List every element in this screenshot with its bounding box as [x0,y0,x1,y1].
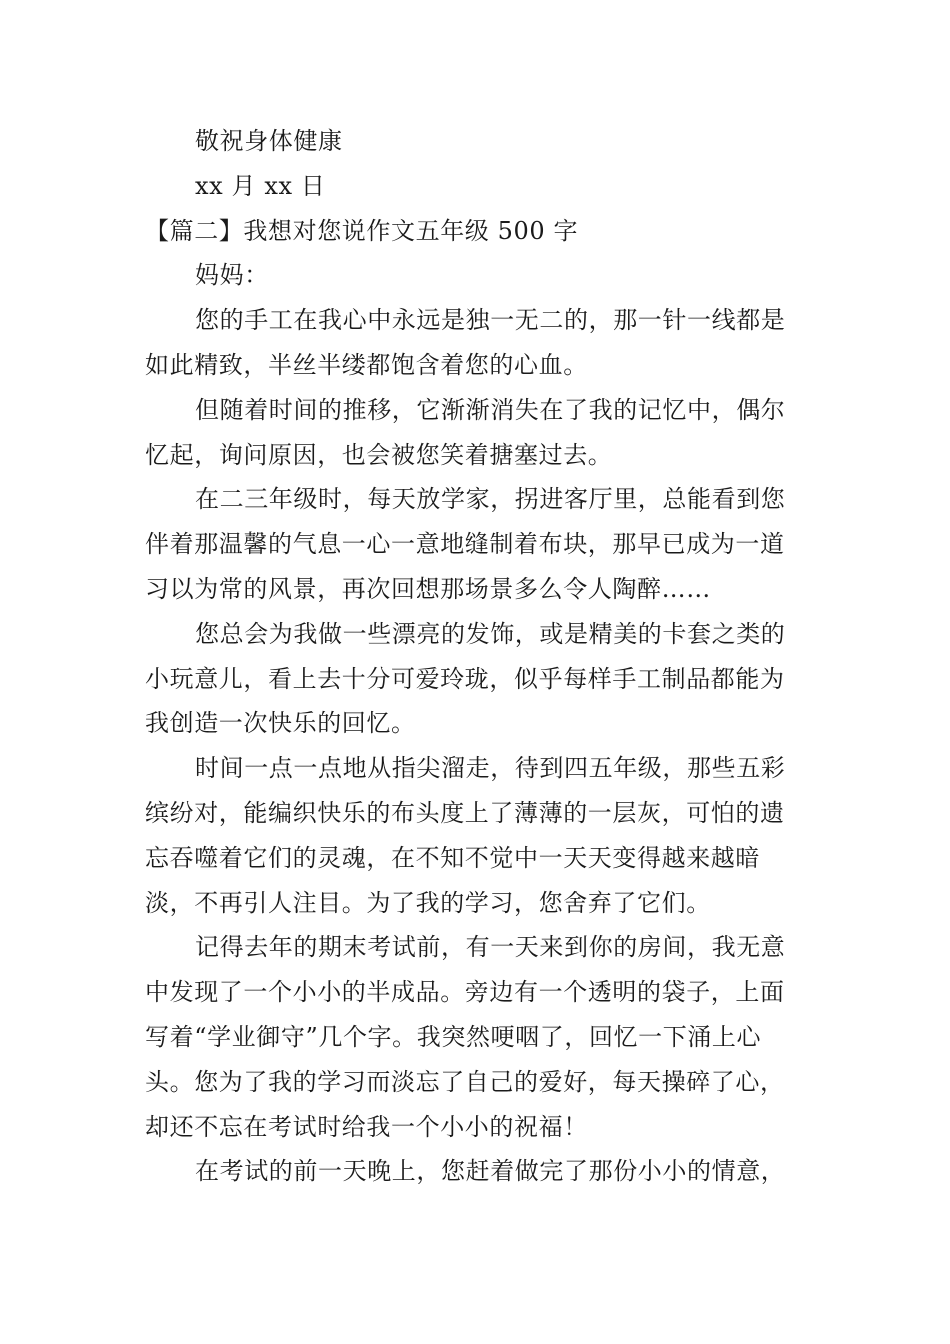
salutation: 妈妈： [195,261,269,290]
paragraph [145,1149,810,1194]
document-body [145,119,810,1194]
paragraph-line: 忘吞噬着它们的灵魂，在不知不觉中一天天变得越来越暗 [145,843,760,872]
section-heading: 【篇二】我想对您说作文五年级 500 字 [145,216,579,245]
paragraph [145,477,810,611]
paragraph-line: 在考试的前一天晚上，您赶着做完了那份小小的情意， [195,1157,786,1186]
paragraph-line: 缤纷对，能编织快乐的布头度上了薄薄的一层灰，可怕的遗 [145,798,785,827]
paragraph [145,746,810,925]
paragraph-line: 却还不忘在考试时给我一个小小的祝福！ [145,1112,588,1141]
paragraph [145,612,810,746]
closing-line: 敬祝身体健康 [195,127,343,155]
paragraph-line: 在二三年级时，每天放学家，拐进客厅里，总能看到您 [195,485,786,514]
paragraph-line: 淡，不再引人注目。为了我的学习，您舍弃了它们。 [145,888,711,917]
paragraph-line: 您的手工在我心中永远是独一无二的，那一针一线都是 [195,306,786,335]
paragraph [145,388,810,478]
paragraph-line: 如此精致，半丝半缕都饱含着您的心血。 [145,350,588,379]
paragraph-line: 我创造一次快乐的回忆。 [145,709,416,738]
paragraph-line: 但随着时间的推移，它渐渐消失在了我的记忆中，偶尔 [195,395,786,424]
paragraph-line: 时间一点一点地从指尖溜走，待到四五年级，那些五彩 [195,754,786,783]
paragraph-line: 伴着那温馨的气息一心一意地缝制着布块，那早已成为一道 [145,530,785,559]
paragraph-line: 记得去年的期末考试前，有一天来到你的房间，我无意 [195,933,786,962]
paragraph-line: 忆起，询问原因，也会被您笑着搪塞过去。 [145,440,613,469]
paragraph-line: 头。您为了我的学习而淡忘了自己的爱好，每天操碎了心， [145,1067,785,1096]
paragraph-line: 您总会为我做一些漂亮的发饰，或是精美的卡套之类的 [195,619,786,648]
date-line: xx 月 xx 日 [195,171,326,200]
paragraph-line: 中发现了一个小小的半成品。旁边有一个透明的袋子，上面 [145,978,785,1007]
paragraph-line: 写着“学业御守”几个字。我突然哽咽了，回忆一下涌上心 [145,1022,762,1051]
paragraph-line: 小玩意儿，看上去十分可爱玲珑，似乎每样手工制品都能为 [145,664,785,693]
paragraph [145,925,810,1149]
paragraph-line: 习以为常的风景，再次回想那场景多么令人陶醉…… [145,574,711,603]
paragraph [145,298,810,388]
